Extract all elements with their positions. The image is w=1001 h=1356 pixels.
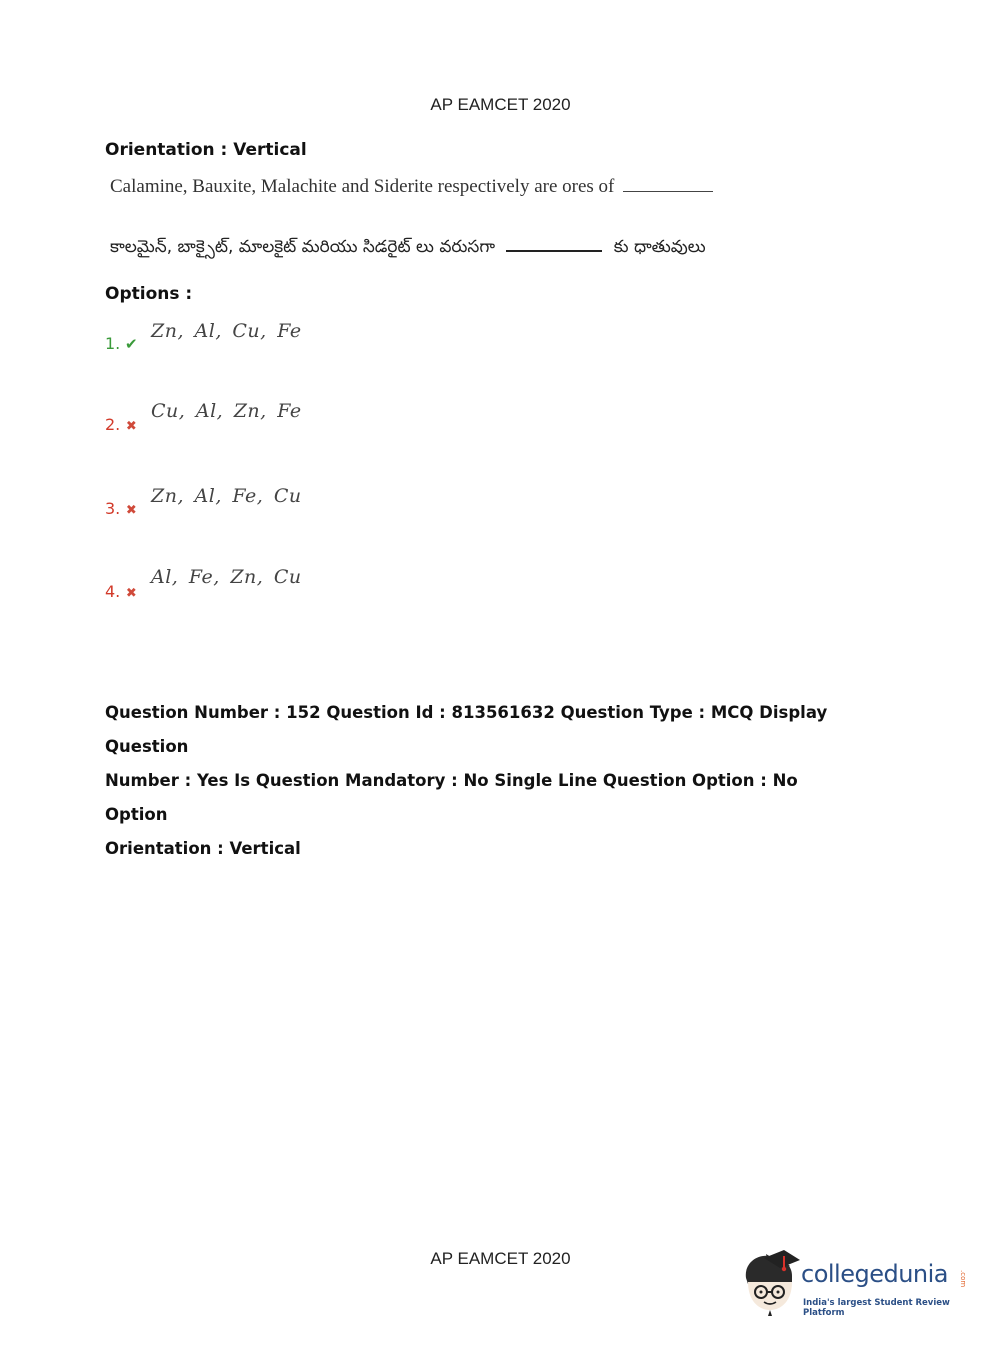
option-3-text: Zn, Al, Fe, Cu: [151, 485, 302, 507]
question-metadata: [105, 696, 865, 866]
collegedunia-logo: [740, 1248, 970, 1318]
page-header-title: AP EAMCET 2020: [430, 95, 571, 114]
check-icon: ✔: [124, 335, 138, 353]
question-text-english: [110, 175, 713, 198]
page-footer-title: AP EAMCET 2020: [430, 1249, 571, 1268]
question-text-telugu: [110, 234, 706, 261]
cross-icon: ✖: [125, 419, 137, 434]
metadata-line-3: Orientation : Vertical: [105, 839, 301, 858]
option-4-number: 4.: [105, 582, 121, 601]
logo-tagline: India's largest Student Review Platform: [803, 1298, 950, 1318]
option-2-number: 2.: [105, 415, 121, 434]
option-2: [105, 415, 140, 434]
options-label: Options :: [105, 284, 193, 304]
option-1-text: Zn, Al, Cu, Fe: [151, 320, 302, 342]
question-telugu-before: కాలమైన్, బాక్సైట్, మాలకైట్ మరియు సిడరైట్ లు వరుసగా: [110, 237, 495, 257]
question-english-text: Calamine, Bauxite, Malachite and Siderite respectively are ores of: [110, 176, 615, 197]
option-4: [105, 582, 140, 601]
option-3-number: 3.: [105, 499, 121, 518]
logo-suffix: .com: [959, 1270, 967, 1288]
logo-wordmark: collegedunia: [801, 1260, 949, 1288]
metadata-line-2: Number : Yes Is Question Mandatory : No Single Line Question Option : No Option: [105, 771, 798, 824]
question-telugu-after: కు ధాతువులు: [613, 237, 706, 257]
answer-blank: [623, 175, 713, 192]
option-1: [105, 334, 140, 353]
option-4-text: Al, Fe, Zn, Cu: [151, 566, 302, 588]
cross-icon: ✖: [125, 503, 137, 518]
option-2-text: Cu, Al, Zn, Fe: [151, 400, 302, 422]
answer-blank-telugu: [506, 234, 602, 252]
cross-icon: ✖: [125, 586, 137, 601]
option-3: [105, 499, 140, 518]
mascot-icon: [740, 1248, 802, 1318]
metadata-line-1: Question Number : 152 Question Id : 813561632 Question Type : MCQ Display Question: [105, 703, 828, 756]
option-1-number: 1.: [105, 334, 121, 353]
orientation-label: Orientation : Vertical: [105, 140, 307, 160]
